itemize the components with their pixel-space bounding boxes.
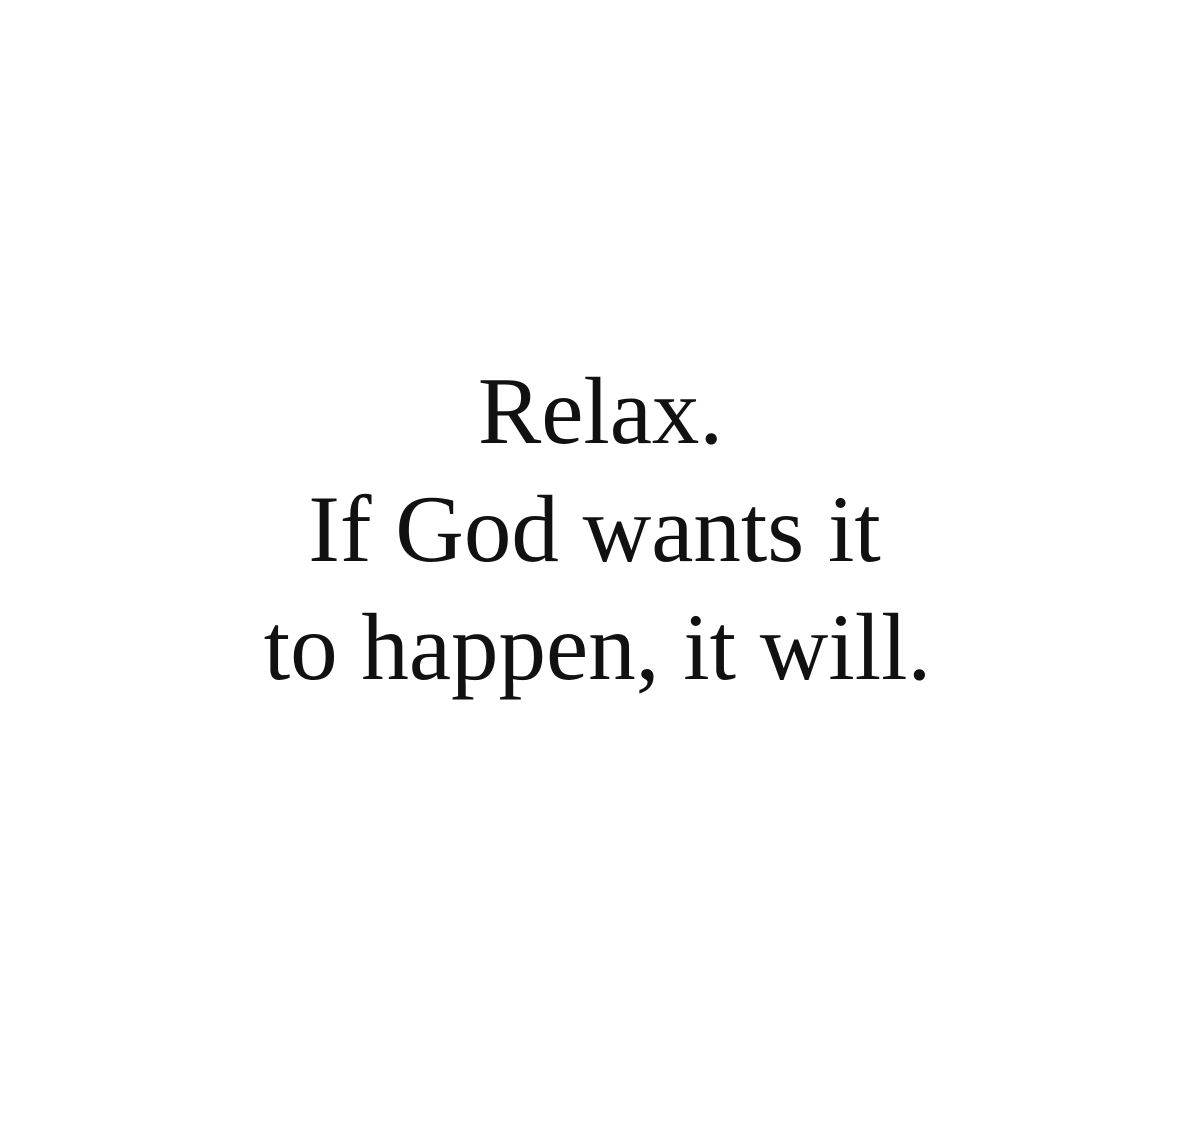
quote-text <box>0 352 1199 706</box>
quote-line-2: If God wants it <box>308 476 881 582</box>
quote-line-3: to happen, it will. <box>263 594 932 700</box>
quote-line-1: Relax. <box>477 358 724 464</box>
